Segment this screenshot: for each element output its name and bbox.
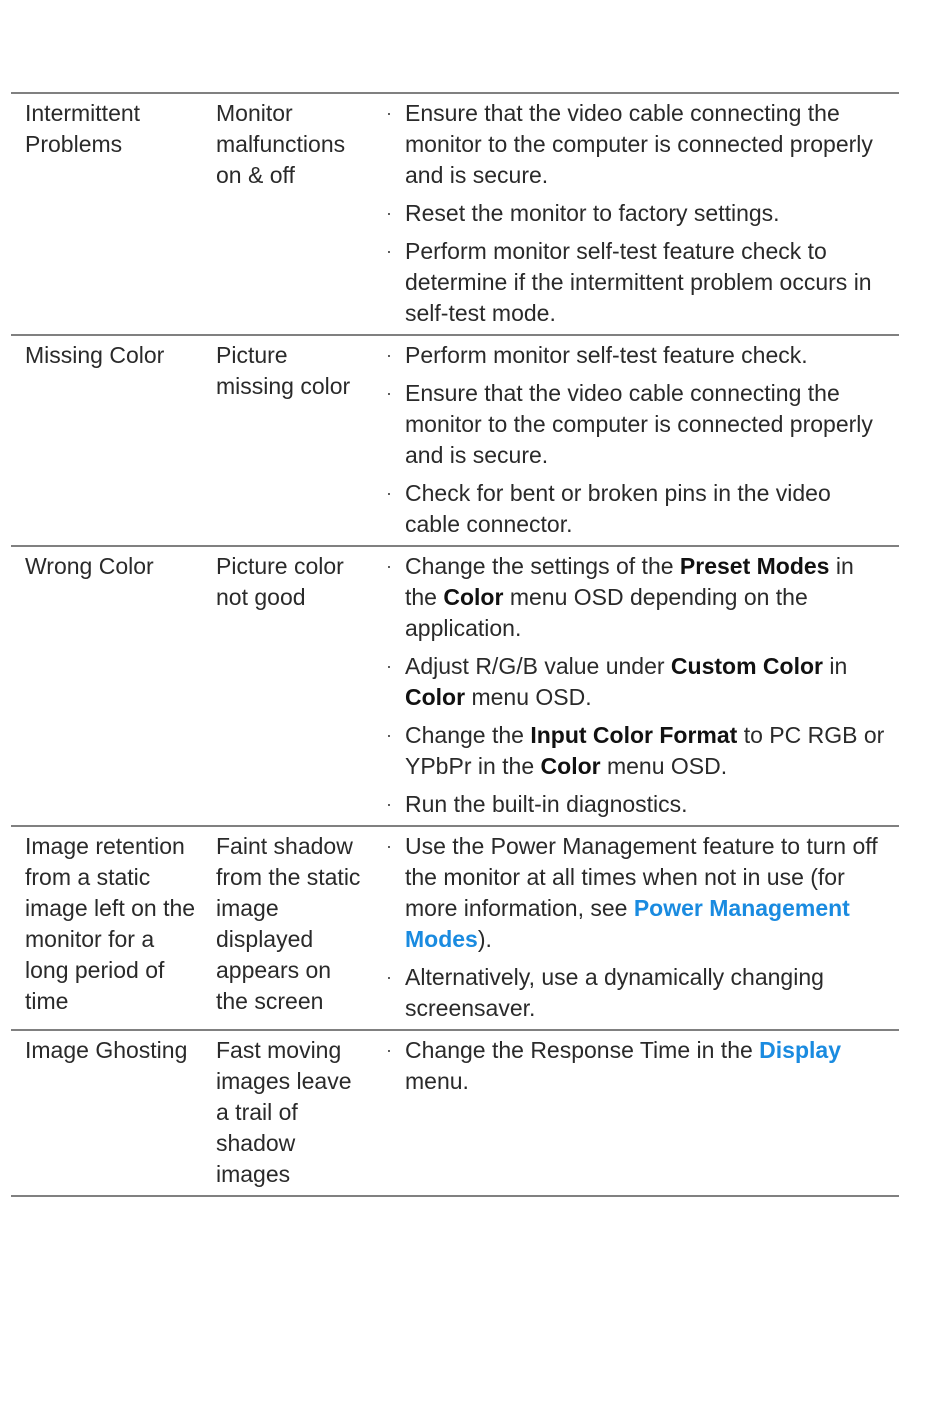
- bullet-icon: ·: [386, 483, 392, 503]
- solution-text: ).: [477, 926, 492, 952]
- solution-item: [369, 651, 891, 713]
- solutions-cell: [369, 831, 899, 1024]
- bullet-icon: ·: [386, 203, 392, 223]
- bullet-icon: ·: [386, 241, 392, 261]
- solution-item: [369, 789, 891, 820]
- solutions-list: [369, 98, 891, 329]
- cross-reference-link[interactable]: Display: [759, 1037, 841, 1063]
- table-row: [11, 827, 899, 1031]
- cross-reference-link[interactable]: Power Management Modes: [405, 895, 850, 952]
- solution-text: Reset the monitor to factory settings.: [405, 200, 780, 226]
- solutions-list: [369, 1035, 891, 1097]
- solution-item: [369, 478, 891, 540]
- symptom-cell: Faint shadow from the static image displayed appears on the screen: [216, 833, 361, 1014]
- problem-cell: Intermittent Problems: [25, 100, 141, 157]
- bold-term: Input Color Format: [530, 722, 738, 748]
- solution-text: in: [822, 653, 848, 679]
- symptom-cell: Monitor malfunctions on & off: [216, 100, 346, 188]
- problem-cell: Missing Color: [25, 342, 165, 368]
- solutions-list: [369, 551, 891, 820]
- bullet-icon: ·: [386, 967, 392, 987]
- table-row: [11, 94, 899, 336]
- problem-cell: Image retention from a static image left on the monitor for a long period of time: [25, 833, 196, 1014]
- solution-item: [369, 1035, 891, 1097]
- solution-text: Change the: [405, 722, 531, 748]
- solution-text: menu OSD.: [465, 684, 592, 710]
- solution-text: Ensure that the video cable connecting the monitor to the computer is connected properly and is secure.: [405, 100, 873, 188]
- bold-term: Preset Modes: [679, 553, 830, 579]
- bullet-icon: ·: [386, 1040, 392, 1060]
- bullet-icon: ·: [386, 103, 392, 123]
- solution-item: [369, 551, 891, 644]
- solutions-cell: [369, 340, 899, 540]
- solution-text: Check for bent or broken pins in the video cable connector.: [405, 480, 831, 537]
- solution-text: Alternatively, use a dynamically changing screensaver.: [405, 964, 824, 1021]
- symptom-cell: Picture missing color: [216, 342, 351, 399]
- symptom-cell: Picture color not good: [216, 553, 344, 610]
- solutions-cell: [369, 551, 899, 820]
- solution-text: Run the built-in diagnostics.: [405, 791, 688, 817]
- troubleshooting-table: [11, 92, 899, 1197]
- bold-term: Color: [540, 753, 601, 779]
- solution-item: [369, 236, 891, 329]
- solution-item: [369, 198, 891, 229]
- solution-text: menu.: [405, 1068, 469, 1094]
- problem-cell: Wrong Color: [25, 553, 154, 579]
- solutions-list: [369, 831, 891, 1024]
- table-row: [11, 336, 899, 547]
- solution-item: [369, 340, 891, 371]
- solution-text: menu OSD depending on the application.: [405, 584, 808, 641]
- solution-text: Change the settings of the: [405, 553, 680, 579]
- bold-term: Color: [443, 584, 504, 610]
- solutions-cell: [369, 1035, 899, 1190]
- solution-item: [369, 720, 891, 782]
- solution-text: Change the Response Time in the: [405, 1037, 760, 1063]
- solution-text: Perform monitor self-test feature check to determine if the intermittent problem occurs in self-test mode.: [405, 238, 872, 326]
- bold-term: Custom Color: [670, 653, 823, 679]
- bullet-icon: ·: [386, 836, 392, 856]
- solution-item: [369, 378, 891, 471]
- bullet-icon: ·: [386, 345, 392, 365]
- solution-item: [369, 98, 891, 191]
- solution-text: Perform monitor self-test feature check.: [405, 342, 808, 368]
- solutions-cell: [369, 98, 899, 329]
- solution-text: Ensure that the video cable connecting the monitor to the computer is connected properly and is secure.: [405, 380, 873, 468]
- bullet-icon: ·: [386, 656, 392, 676]
- bullet-icon: ·: [386, 383, 392, 403]
- bold-term: Color: [405, 684, 466, 710]
- solution-item: [369, 962, 891, 1024]
- symptom-cell: Fast moving images leave a trail of shadow images: [216, 1037, 352, 1187]
- table-row: [11, 547, 899, 827]
- solution-text: to PC RGB or YPbPr in the: [405, 722, 885, 779]
- problem-cell: Image Ghosting: [25, 1037, 188, 1063]
- solution-text: menu OSD.: [600, 753, 728, 779]
- bullet-icon: ·: [386, 725, 392, 745]
- solution-text: in the: [405, 553, 854, 610]
- bullet-icon: ·: [386, 794, 392, 814]
- solution-item: [369, 831, 891, 955]
- solution-text: Use the Power Management feature to turn off the monitor at all times when not in use (for more information, see: [405, 833, 878, 921]
- solutions-list: [369, 340, 891, 540]
- bullet-icon: ·: [386, 556, 392, 576]
- table-row: [11, 1031, 899, 1197]
- solution-text: Adjust R/G/B value under: [405, 653, 671, 679]
